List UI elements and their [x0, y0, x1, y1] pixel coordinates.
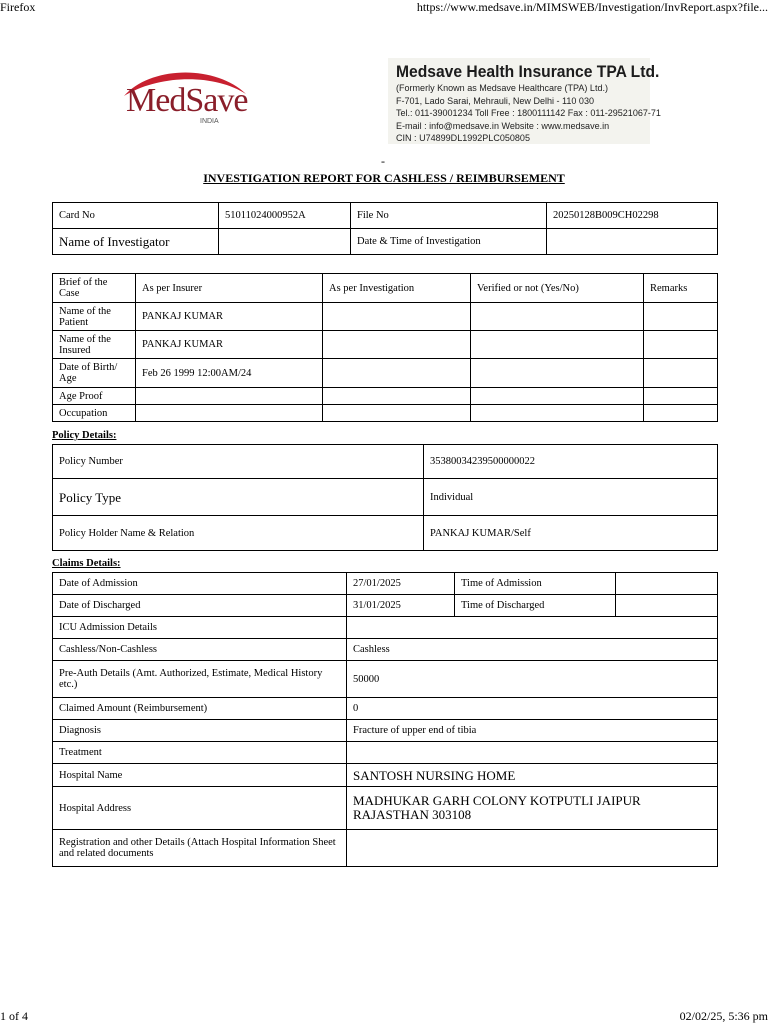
logo-text: MedSave	[126, 82, 248, 119]
brief-verified-value	[471, 388, 644, 405]
brief-investigation-value	[323, 388, 471, 405]
page-url[interactable]: https://www.medsave.in/MIMSWEB/Investigation/InvReport.aspx?file...	[416, 0, 768, 14]
browser-app-name: Firefox	[0, 0, 36, 14]
hospital-name-value: SANTOSH NURSING HOME	[347, 764, 718, 787]
brief-remarks-value	[644, 405, 718, 422]
cashless-label: Cashless/Non-Cashless	[53, 639, 347, 661]
company-phones: Tel.: 011-39001234 Toll Free : 1800111142 Fax : 011-29521067-71	[396, 108, 661, 119]
investigation-datetime-value	[547, 229, 718, 255]
policy-type-label: Policy Type	[53, 479, 424, 516]
brief-investigation-value	[323, 359, 471, 388]
admission-date-label: Date of Admission	[53, 573, 347, 595]
cashless-value: Cashless	[347, 639, 718, 661]
policy-details-table	[52, 444, 718, 551]
brief-header: Brief of the Case	[53, 274, 136, 303]
claimed-amount-label: Claimed Amount (Reimbursement)	[53, 698, 347, 720]
treatment-value	[347, 742, 718, 764]
brief-header: Remarks	[644, 274, 718, 303]
file-no-value: 20250128B009CH02298	[547, 203, 718, 229]
admission-time-label: Time of Admission	[455, 573, 616, 595]
diagnosis-label: Diagnosis	[53, 720, 347, 742]
brief-remarks-value	[644, 359, 718, 388]
table-row	[53, 303, 718, 331]
investigator-value	[219, 229, 351, 255]
brief-remarks-value	[644, 388, 718, 405]
table-row	[53, 331, 718, 359]
brief-verified-value	[471, 359, 644, 388]
policy-details-heading: Policy Details:	[52, 430, 117, 441]
company-name: Medsave Health Insurance TPA Ltd.	[396, 62, 660, 81]
table-row	[53, 405, 718, 422]
diagnosis-value: Fracture of upper end of tibia	[347, 720, 718, 742]
brief-insurer-value: PANKAJ KUMAR	[136, 331, 323, 359]
policy-holder-label: Policy Holder Name & Relation	[53, 516, 424, 551]
page-counter: 1 of 4	[0, 1009, 28, 1023]
brief-remarks-value	[644, 331, 718, 359]
investigation-datetime-label: Date & Time of Investigation	[351, 229, 547, 255]
brief-header: As per Investigation	[323, 274, 471, 303]
company-email-web: E-mail : info@medsave.in Website : www.medsave.in	[396, 121, 610, 132]
policy-type-value: Individual	[424, 479, 718, 516]
admission-date-value: 27/01/2025	[347, 573, 455, 595]
card-no-value: 51011024000952A	[219, 203, 351, 229]
treatment-label: Treatment	[53, 742, 347, 764]
brief-verified-value	[471, 405, 644, 422]
brief-insurer-value: Feb 26 1999 12:00AM/24	[136, 359, 323, 388]
claims-details-table	[52, 572, 718, 867]
brief-verified-value	[471, 303, 644, 331]
card-no-label: Card No	[53, 203, 219, 229]
brief-row-label: Occupation	[53, 405, 136, 422]
brief-insurer-value	[136, 388, 323, 405]
hospital-address-label: Hospital Address	[53, 787, 347, 830]
policy-number-value: 35380034239500000022	[424, 445, 718, 479]
brief-row-label: Name of the Patient	[53, 303, 136, 331]
icu-details-label: ICU Admission Details	[53, 617, 347, 639]
brief-verified-value	[471, 331, 644, 359]
table-row	[53, 359, 718, 388]
brief-row-label: Date of Birth/ Age	[53, 359, 136, 388]
company-letterhead	[388, 58, 661, 144]
brief-header: Verified or not (Yes/No)	[471, 274, 644, 303]
logo-subtext: INDIA	[200, 118, 219, 125]
preauth-label: Pre-Auth Details (Amt. Authorized, Estimate, Medical History etc.)	[53, 661, 347, 698]
table-row	[53, 388, 718, 405]
brief-insurer-value	[136, 405, 323, 422]
case-header-table	[52, 202, 718, 255]
investigator-label: Name of Investigator	[53, 229, 219, 255]
registration-details-label: Registration and other Details (Attach Hospital Information Sheet and related documents	[53, 830, 347, 867]
brief-header: As per Insurer	[136, 274, 323, 303]
policy-number-label: Policy Number	[53, 445, 424, 479]
hospital-address-value: MADHUKAR GARH COLONY KOTPUTLI JAIPUR RAJASTHAN 303108	[347, 787, 718, 830]
company-formerly: (Formerly Known as Medsave Healthcare (TPA) Ltd.)	[396, 83, 608, 94]
claims-details-heading: Claims Details:	[52, 558, 121, 569]
medsave-logo	[120, 64, 250, 134]
policy-holder-value: PANKAJ KUMAR/Self	[424, 516, 718, 551]
admission-time-value	[616, 573, 718, 595]
brief-row-label: Age Proof	[53, 388, 136, 405]
brief-investigation-value	[323, 405, 471, 422]
claimed-amount-value: 0	[347, 698, 718, 720]
brief-case-table	[52, 273, 718, 422]
report-title: INVESTIGATION REPORT FOR CASHLESS / REIMBURSEMENT	[203, 171, 565, 185]
registration-details-value	[347, 830, 718, 867]
dash-mark: -	[381, 154, 385, 168]
brief-investigation-value	[323, 303, 471, 331]
discharge-date-label: Date of Discharged	[53, 595, 347, 617]
discharge-time-value	[616, 595, 718, 617]
brief-row-label: Name of the Insured	[53, 331, 136, 359]
discharge-time-label: Time of Discharged	[455, 595, 616, 617]
icu-details-value	[347, 617, 718, 639]
preauth-value: 50000	[347, 661, 718, 698]
brief-remarks-value	[644, 303, 718, 331]
hospital-name-label: Hospital Name	[53, 764, 347, 787]
company-address: F-701, Lado Sarai, Mehrauli, New Delhi - 110 030	[396, 96, 594, 107]
print-datetime: 02/02/25, 5:36 pm	[679, 1009, 768, 1023]
file-no-label: File No	[351, 203, 547, 229]
discharge-date-value: 31/01/2025	[347, 595, 455, 617]
brief-insurer-value: PANKAJ KUMAR	[136, 303, 323, 331]
company-cin: CIN : U74899DL1992PLC050805	[396, 133, 530, 144]
brief-investigation-value	[323, 331, 471, 359]
